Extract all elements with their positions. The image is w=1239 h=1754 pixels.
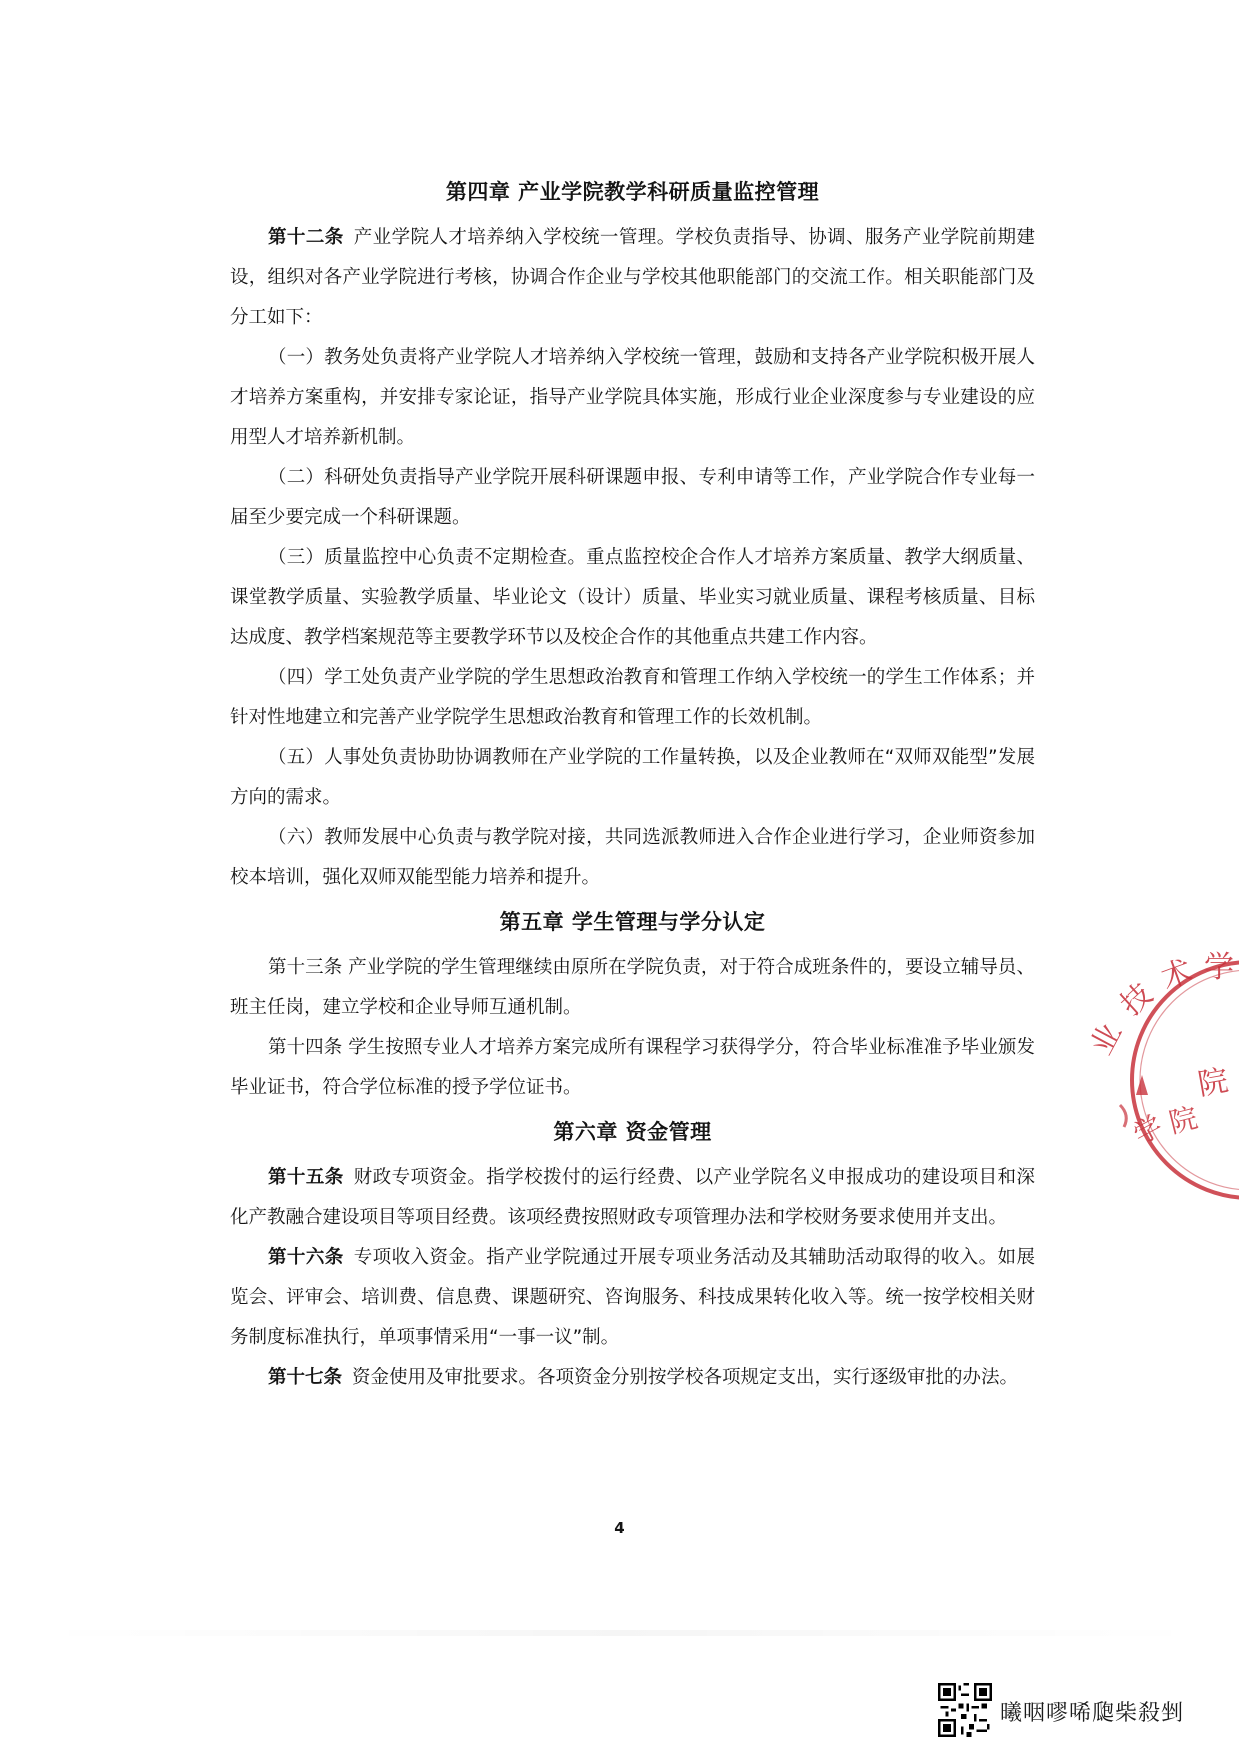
article-12	[230, 218, 1035, 338]
svg-text:院: 院	[1165, 1100, 1201, 1140]
scan-artifact	[40, 1630, 1200, 1636]
article-13: 第十三条 产业学院的学生管理继续由原所在学院负责，对于符合成班条件的，要设立辅导员、班主任岗，建立学校和企业导师互通机制。	[230, 957, 1035, 1018]
article-12-text: 产业学院人才培养纳入学校统一管理。学校负责指导、协调、服务产业学院前期建设，组织对各产业学院进行考核，协调合作企业与学校其他职能部门的交流工作。相关职能部门及分工如下：	[230, 227, 1035, 328]
article-16	[230, 1238, 1035, 1358]
article-17-text: 资金使用及审批要求。各项资金分别按学校各项规定支出，实行逐级审批的办法。	[352, 1367, 1019, 1388]
page-number: 4	[614, 1519, 625, 1537]
article-16-label: 第十六条	[268, 1247, 344, 1268]
article-14: 第十四条 学生按照专业人才培养方案完成所有课程学习获得学分，符合毕业标准准予毕业颁发毕业证书，符合学位标准的授予学位证书。	[230, 1037, 1035, 1098]
article-17	[230, 1358, 1035, 1398]
qr-code-icon	[938, 1683, 992, 1737]
chapter-5-title: 第五章 学生管理与学分认定	[499, 910, 766, 934]
article-15-text: 财政专项资金。指学校拨付的运行经费、以产业学院名义申报成功的建设项目和深化产教融合建设项目等项目经费。该项经费按照财政专项管理办法和学校财务要求使用并支出。	[230, 1167, 1035, 1228]
article-17-label: 第十七条	[268, 1367, 343, 1388]
seal-text-outer: 业	[1084, 1017, 1130, 1061]
official-seal-icon	[1080, 945, 1239, 1215]
svg-text:术: 术	[1156, 953, 1197, 997]
svg-text:学: 学	[1204, 950, 1234, 985]
article-16-text: 专项收入资金。指产业学院通过开展专项业务活动及其辅助活动取得的收入。如展览会、评审会、培训费、信息费、课题研究、咨询服务、科技成果转化收入等。统一按学校相关财务制度标准执行，单项事情采用“一事一议”制。	[230, 1247, 1035, 1348]
chapter-6-title: 第六章 资金管理	[553, 1120, 712, 1144]
duty-item-3: （三）质量监控中心负责不定期检查。重点监控校企合作人才培养方案质量、教学大纲质量、课堂教学质量、实验教学质量、毕业论文（设计）质量、毕业实习就业质量、课程考核质量、目标达成度、教学档案规范等主要教学环节以及校企合作的其他重点共建工作内容。	[230, 547, 1035, 648]
article-15-label: 第十五条	[268, 1167, 344, 1188]
duty-item-4: （四）学工处负责产业学院的学生思想政治教育和管理工作纳入学校统一的学生工作体系；并针对性地建立和完善产业学院学生思想政治教育和管理工作的长效机制。	[230, 667, 1035, 728]
chapter-4-title: 第四章 产业学院教学科研质量监控管理	[445, 180, 820, 204]
article-15	[230, 1158, 1035, 1238]
duty-item-1: （一）教务处负责将产业学院人才培养纳入学校统一管理，鼓励和支持各产业学院积极开展人才培养方案重构，并安排专家论证，指导产业学院具体实施，形成行业企业深度参与专业建设的应用型人才培养新机制。	[230, 347, 1035, 448]
duty-item-6: （六）教师发展中心负责与教学院对接，共同选派教师进入合作企业进行学习，企业师资参加校本培训，强化双师双能型能力培养和提升。	[230, 827, 1035, 888]
duty-item-2: （二）科研处负责指导产业学院开展科研课题申报、专利申请等工作，产业学院合作专业每一届至少要完成一个科研课题。	[230, 467, 1035, 528]
article-12-label: 第十二条	[268, 227, 344, 248]
svg-text:技: 技	[1113, 976, 1160, 1023]
seal-text-inner: 学	[1127, 1108, 1169, 1152]
footer-text: 曦咽嘐唏瓟柴殺剉	[1000, 1701, 1185, 1726]
svg-text:院: 院	[1195, 1063, 1231, 1103]
document-body	[230, 176, 1035, 1398]
duty-item-5: （五）人事处负责协助协调教师在产业学院的工作量转换，以及企业教师在“双师双能型”发展方向的需求。	[230, 747, 1035, 808]
